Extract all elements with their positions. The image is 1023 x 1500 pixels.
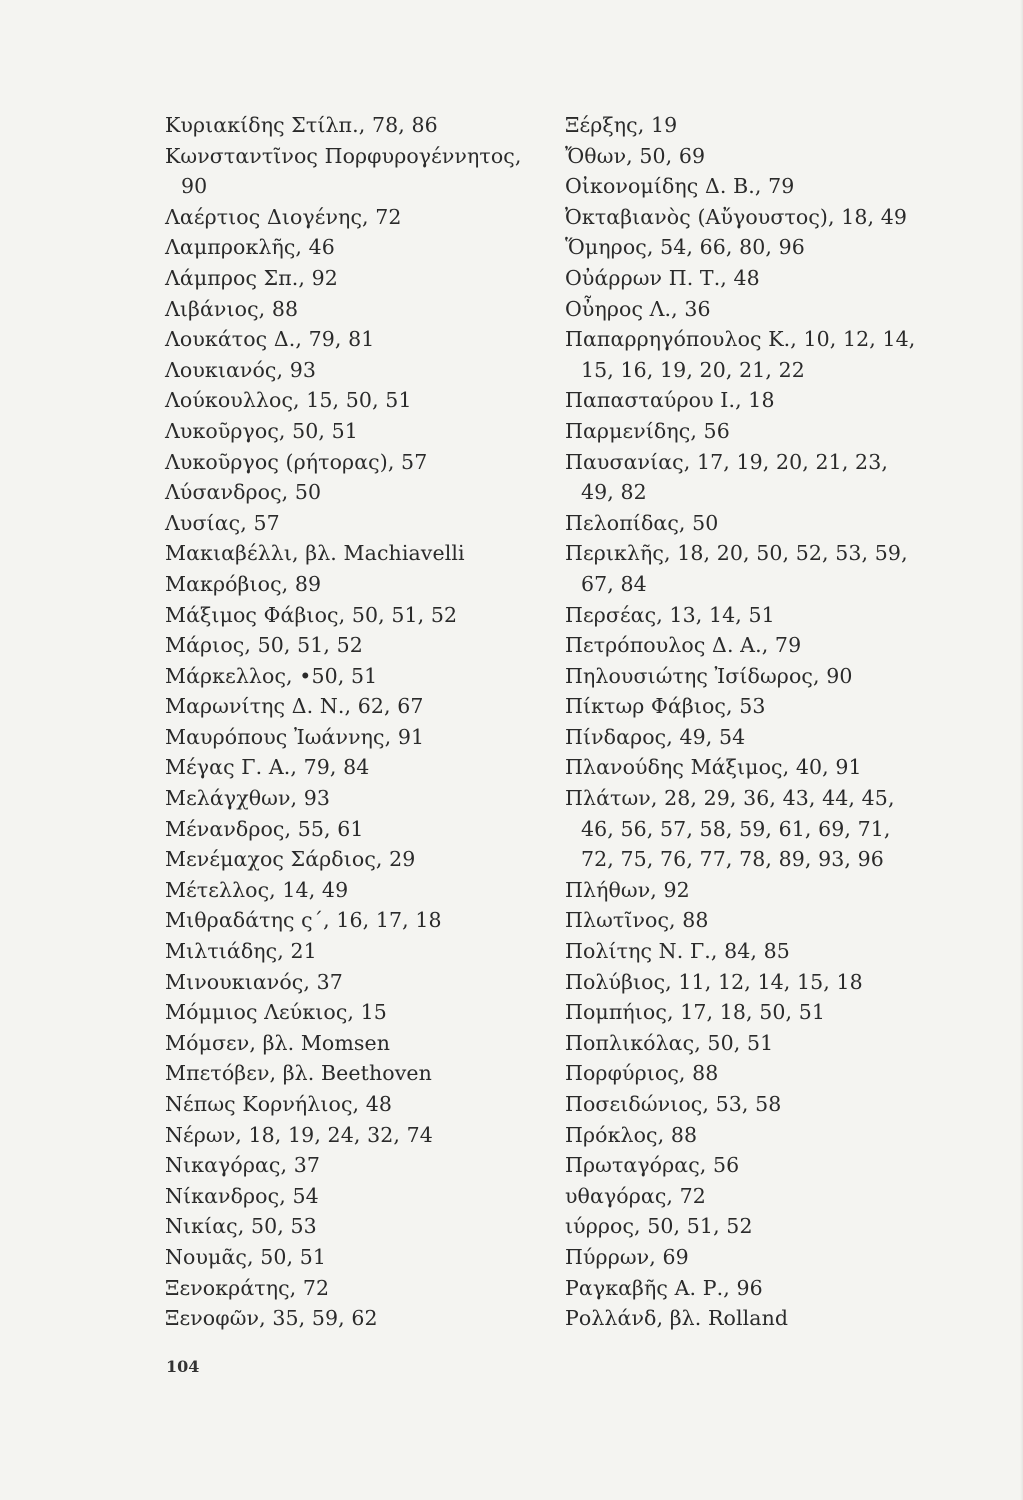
index-entry: Μπετόβεν, βλ. Beethoven	[165, 1061, 432, 1086]
index-entry: Λαέρτιος Διογένης, 72	[165, 204, 402, 229]
index-entry: Πηλουσιώτης Ἰσίδωρος, 90	[565, 663, 853, 688]
index-entry: ιύρρος, 50, 51, 52	[565, 1214, 753, 1239]
index-entry: Παυσανίας, 17, 19, 20, 21, 23,	[565, 449, 888, 474]
index-entry: Λυσίας, 57	[165, 510, 280, 535]
index-entry: Μόμσεν, βλ. Momsen	[165, 1030, 391, 1055]
index-entry: Ρολλάνδ, βλ. Rolland	[565, 1306, 789, 1331]
index-entry: Ποπλικόλας, 50, 51	[565, 1030, 774, 1055]
index-entry: Λιβάνιος, 88	[165, 296, 299, 321]
index-entry: Μιθραδάτης ς΄, 16, 17, 18	[165, 908, 442, 933]
index-entry-continuation: 72, 75, 76, 77, 78, 89, 93, 96	[581, 847, 884, 872]
index-entry: Λυκοῦργος (ρήτορας), 57	[165, 449, 428, 474]
index-entry: Νικίας, 50, 53	[165, 1214, 317, 1239]
index-entry: Νικαγόρας, 37	[165, 1153, 321, 1178]
index-entry: Πλήθων, 92	[565, 877, 690, 902]
index-entry: Ποσειδώνιος, 53, 58	[565, 1092, 782, 1116]
index-entry: Πίνδαρος, 49, 54	[565, 724, 746, 749]
index-entry: Λυκοῦργος, 50, 51	[165, 418, 358, 443]
index-entry: Μάξιμος Φάβιος, 50, 51, 52	[165, 602, 458, 627]
index-entry: Περικλῆς, 18, 20, 50, 52, 53, 59,	[565, 541, 908, 566]
index-entry: Μινουκιανός, 37	[165, 969, 343, 994]
index-column-right	[565, 110, 965, 1334]
index-entry: Μελάγχθων, 93	[165, 786, 331, 811]
index-entry: υθαγόρας, 72	[565, 1183, 706, 1208]
index-entry: Μάρκελλος, •50, 51	[165, 663, 378, 688]
index-entry: Κωνσταντῖνος Πορφυρογέννητος,	[165, 143, 522, 168]
index-entry-continuation: 46, 56, 57, 58, 59, 61, 69, 71,	[581, 816, 891, 841]
index-entry-continuation: 15, 16, 19, 20, 21, 22	[581, 357, 805, 382]
index-entry: Πίκτωρ Φάβιος, 53	[565, 694, 766, 719]
index-entry: Ξενοκράτης, 72	[165, 1275, 330, 1300]
index-entry: Λουκιανός, 93	[165, 357, 317, 382]
index-entry: Πρόκλος, 88	[565, 1122, 698, 1147]
index-entry: Μάριος, 50, 51, 52	[165, 633, 363, 658]
index-entry: Ὄθων, 50, 69	[565, 143, 706, 168]
index-entry: Κυριακίδης Στίλπ., 78, 86	[165, 113, 438, 137]
index-entry: Πορφύριος, 88	[565, 1061, 719, 1086]
index-entry: Περσέας, 13, 14, 51	[565, 602, 775, 627]
index-entry: Μακρόβιος, 89	[165, 571, 322, 596]
index-entry: Λύσανδρος, 50	[165, 480, 322, 505]
index-entry: Ξέρξης, 19	[565, 113, 678, 137]
index-entry: Πετρόπουλος Δ. Α., 79	[565, 633, 802, 658]
index-entry: Οἰκονομίδης Δ. Β., 79	[565, 174, 795, 199]
index-entry: Μενέμαχος Σάρδιος, 29	[165, 847, 416, 872]
index-entry: Παπασταύρου Ι., 18	[565, 388, 775, 413]
index-entry: Νέρων, 18, 19, 24, 32, 74	[165, 1122, 433, 1147]
index-entry: Νίκανδρος, 54	[165, 1183, 319, 1208]
index-entry: Μαυρόπους Ἰωάννης, 91	[165, 724, 425, 749]
index-entry: Πρωταγόρας, 56	[565, 1153, 740, 1178]
index-entry: Μένανδρος, 55, 61	[165, 816, 364, 841]
index-entry: Μέγας Γ. Α., 79, 84	[165, 755, 370, 780]
index-entry: Λάμπρος Σπ., 92	[165, 265, 338, 290]
index-entry: Παπαρρηγόπουλος Κ., 10, 12, 14,	[565, 327, 916, 352]
index-entry: Πλάτων, 28, 29, 36, 43, 44, 45,	[565, 786, 895, 811]
index-entry: Πολίτης Ν. Γ., 84, 85	[565, 939, 790, 964]
index-entry: Πλωτῖνος, 88	[565, 908, 709, 933]
index-entry: Μόμμιος Λεύκιος, 15	[165, 1000, 387, 1025]
index-entry-continuation: 49, 82	[581, 480, 647, 505]
index-entry-continuation: 67, 84	[581, 571, 647, 596]
index-entry: Οὐάρρων Π. Τ., 48	[565, 265, 760, 290]
index-entry-continuation: 90	[181, 174, 208, 199]
index-entry: Μιλτιάδης, 21	[165, 939, 317, 964]
index-entry: Ὀκταβιανὸς (Αὔγουστος), 18, 49	[565, 204, 908, 229]
index-column-left	[165, 110, 545, 1334]
index-entry: Πλανούδης Μάξιμος, 40, 91	[565, 755, 862, 780]
index-entry: Λαμπροκλῆς, 46	[165, 235, 335, 260]
index-entry: Μακιαβέλλι, βλ. Machiavelli	[165, 541, 465, 566]
index-entry: Πύρρων, 69	[565, 1244, 689, 1269]
page-number: 104	[166, 1357, 200, 1376]
index-entry: Ξενοφῶν, 35, 59, 62	[165, 1306, 378, 1331]
index-entry: Ὅμηρος, 54, 66, 80, 96	[565, 235, 805, 260]
index-entry: Λουκάτος Δ., 79, 81	[165, 327, 375, 352]
index-entry: Πολύβιος, 11, 12, 14, 15, 18	[565, 969, 863, 994]
index-entry: Ραγκαβῆς Α. Ρ., 96	[565, 1275, 763, 1300]
index-entry: Νέπως Κορνήλιος, 48	[165, 1092, 393, 1116]
index-entry: Νουμᾶς, 50, 51	[165, 1244, 327, 1269]
index-entry: Μέτελλος, 14, 49	[165, 877, 349, 902]
index-entry: Οὖηρος Λ., 36	[565, 296, 711, 321]
index-entry: Παρμενίδης, 56	[565, 418, 730, 443]
index-entry: Μαρωνίτης Δ. Ν., 62, 67	[165, 694, 424, 719]
index-entry: Λούκουλλος, 15, 50, 51	[165, 388, 412, 413]
index-entry: Πελοπίδας, 50	[565, 510, 719, 535]
index-entry: Πομπήιος, 17, 18, 50, 51	[565, 1000, 826, 1025]
